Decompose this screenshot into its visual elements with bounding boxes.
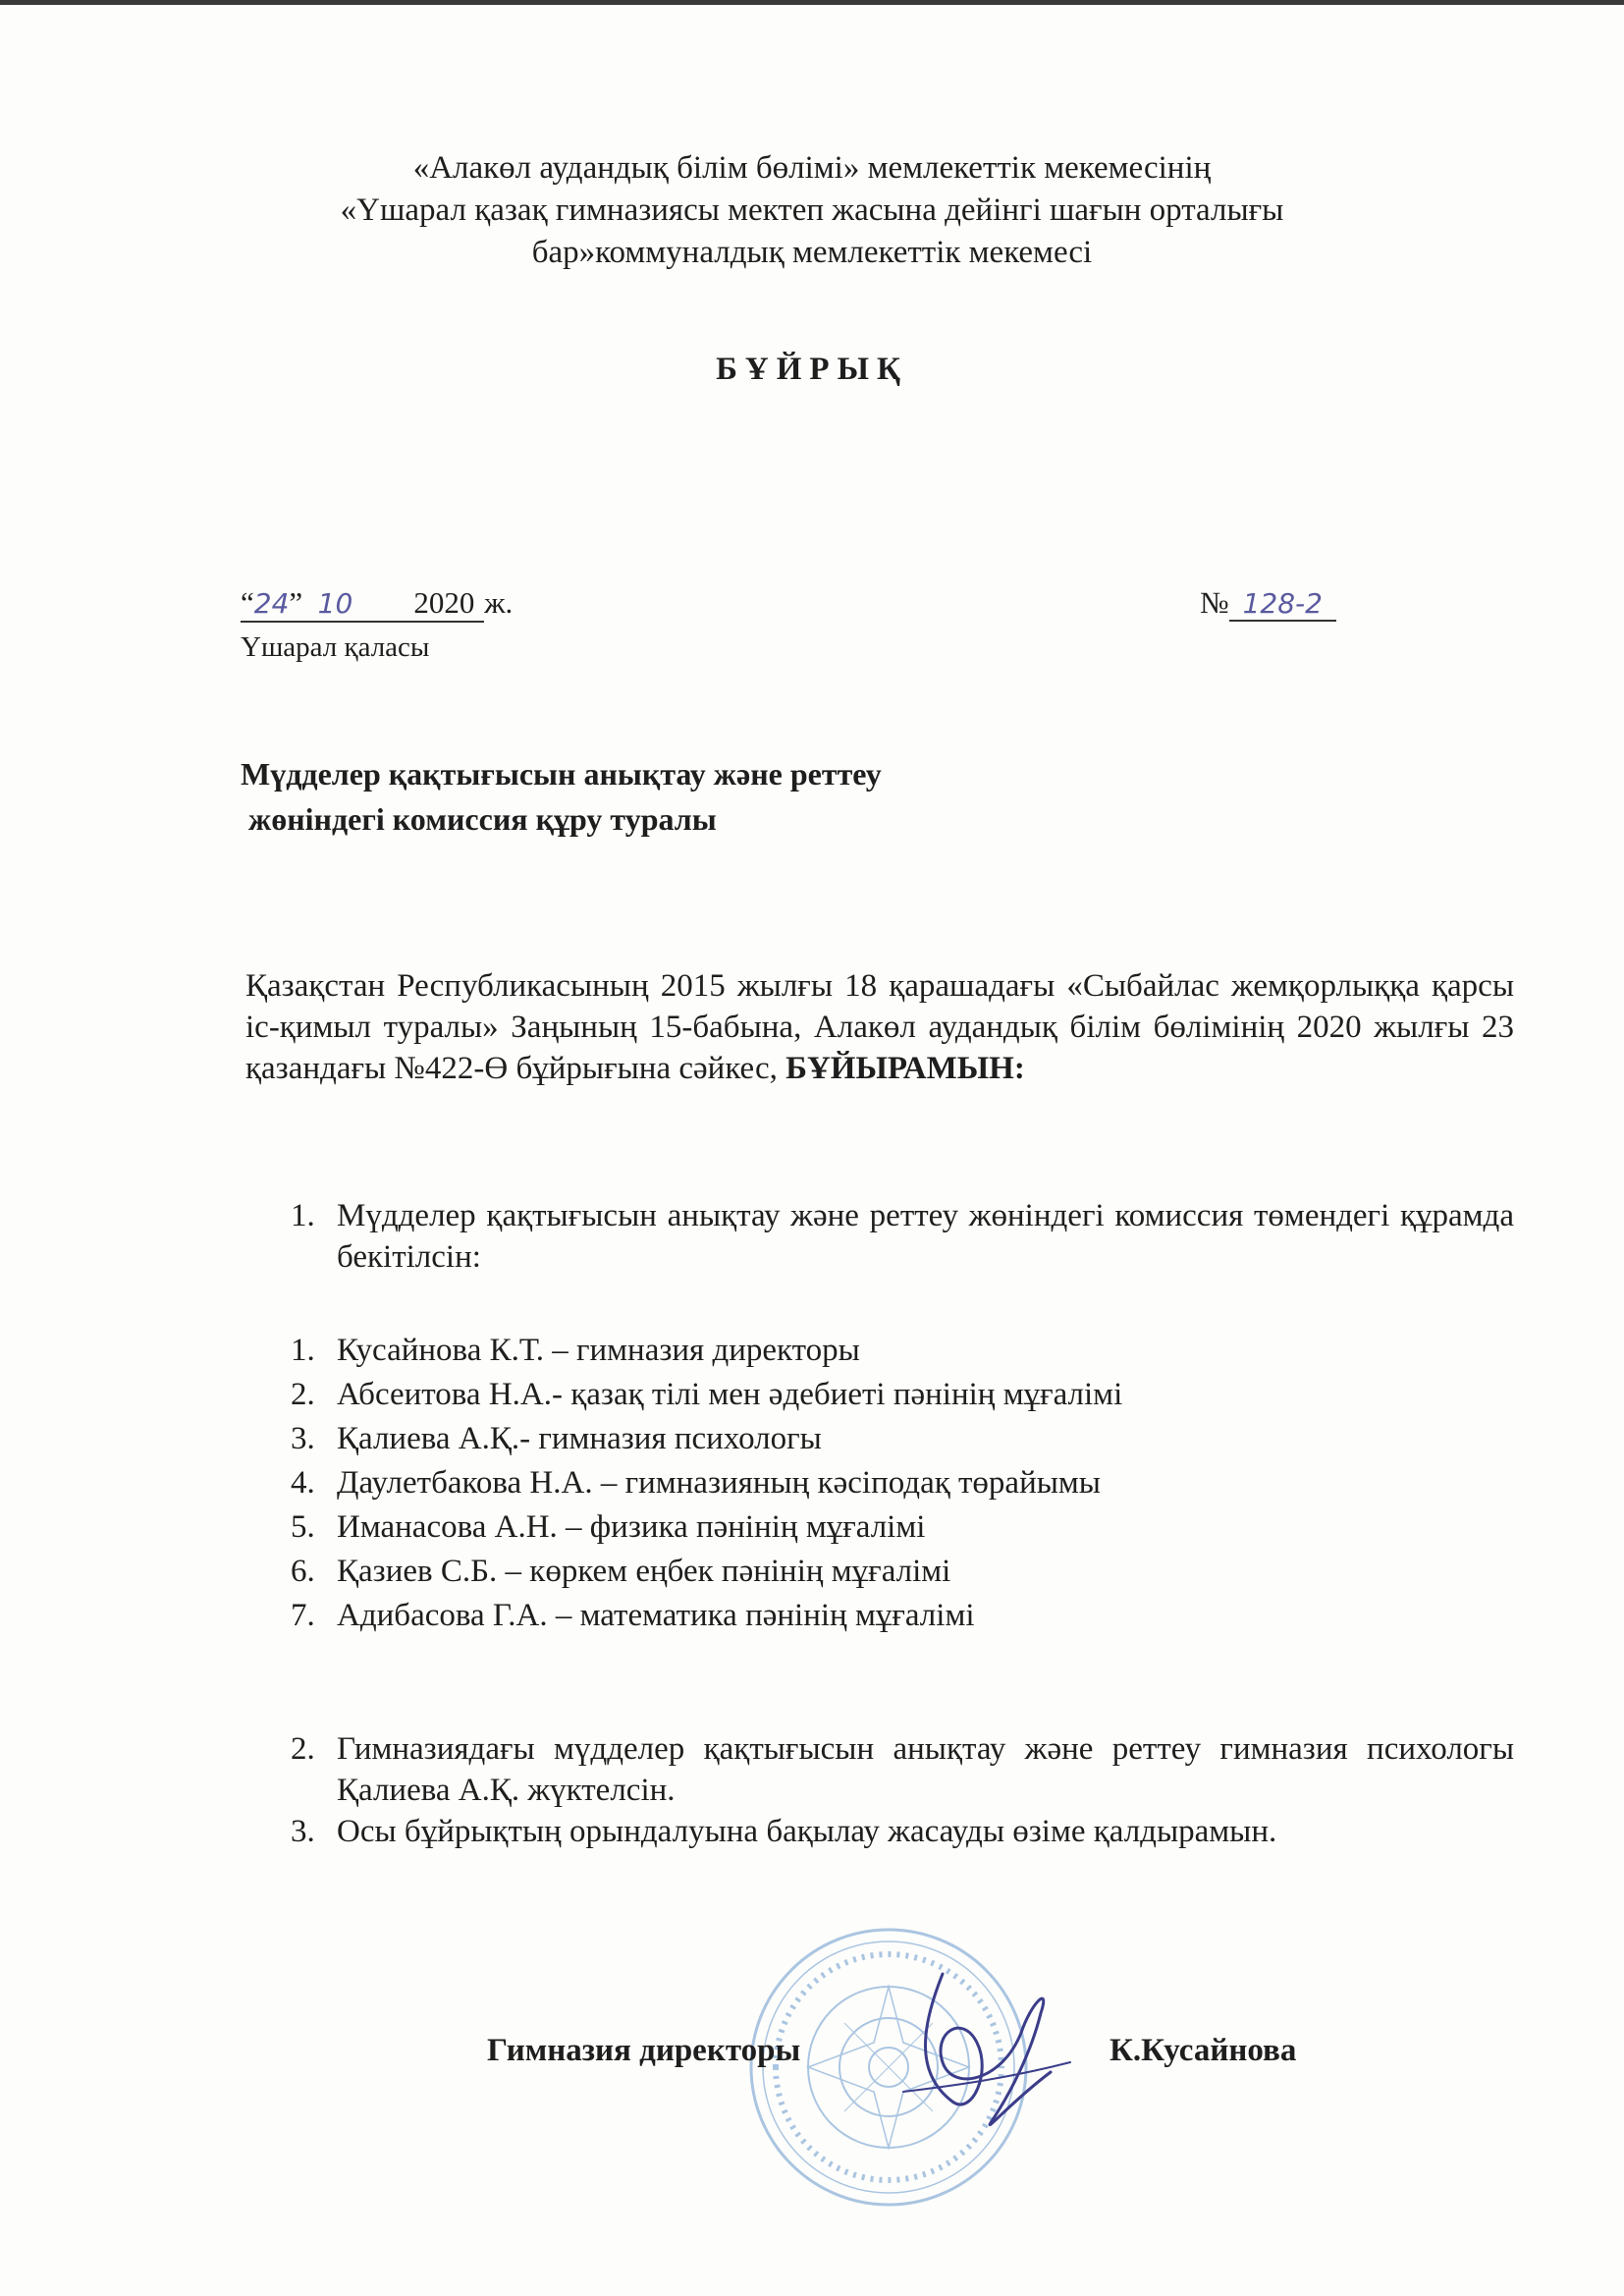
item-text: Гимназиядағы мүдделер қақтығысын анықтау және реттеу гимназия психологы Қалиева А.Қ. жүктелсін. xyxy=(337,1731,1514,1808)
org-header xyxy=(0,147,1624,274)
item-number: 2. xyxy=(291,1731,315,1767)
preamble xyxy=(245,965,1514,1089)
date-underline: “24” 10 2020 xyxy=(241,585,484,623)
member-text: Иманасова А.Н. – физика пәнінің мұғалімі xyxy=(337,1509,926,1545)
order-points-2-3 xyxy=(291,1728,1514,1852)
member-text: Абсеитова Н.А.- қазақ тілі мен әдебиеті пәнінің мұғалімі xyxy=(337,1377,1123,1412)
item-number: 1. xyxy=(291,1198,315,1233)
member-number: 4. xyxy=(291,1465,315,1501)
member-text: Кусайнова К.Т. – гимназия директоры xyxy=(337,1333,860,1368)
list-item xyxy=(291,1811,1514,1852)
member-item xyxy=(291,1505,1514,1550)
item-text: Осы бұйрықтың орындалуына бақылау жасауды өзіме қалдырамын. xyxy=(337,1814,1277,1849)
number-value: 128-2 xyxy=(1229,587,1336,622)
item-text: Мүдделер қақтығысын анықтау және реттеу жөніндегі комиссия төмендегі құрамда бекітілсін: xyxy=(337,1198,1514,1275)
city: Үшарал қаласы xyxy=(241,631,430,663)
date-day: 24 xyxy=(253,587,290,620)
order-date xyxy=(241,585,513,623)
member-item xyxy=(291,1594,1514,1638)
scan-edge xyxy=(0,0,1624,5)
list-item xyxy=(291,1195,1514,1278)
member-number: 3. xyxy=(291,1421,315,1456)
item-number: 3. xyxy=(291,1814,315,1849)
member-item xyxy=(291,1417,1514,1461)
org-header-line-2: «Үшарал қазақ гимназиясы мектеп жасына дейінгі шағын орталығы xyxy=(340,192,1284,228)
date-suffix: ж. xyxy=(484,585,514,620)
member-number: 7. xyxy=(291,1598,315,1633)
list-item xyxy=(291,1728,1514,1811)
member-item xyxy=(291,1373,1514,1417)
order-number xyxy=(1200,585,1336,621)
date-month: 10 xyxy=(317,587,353,620)
preamble-text: Қазақстан Республикасының 2015 жылғы 18 қарашадағы «Сыбайлас жемқорлыққа қарсы іс-қимыл туралы» Заңының 15-бабына, Алакөл аудандық білім бөлімінің 2020 жылғы 23 қазандағы №422-Ө бұйрығына сәйкес, xyxy=(245,968,1514,1086)
signatory-name: К.Кусайнова xyxy=(1110,2033,1297,2068)
member-number: 6. xyxy=(291,1554,315,1589)
order-word: БҰЙЫРАМЫН: xyxy=(785,1051,1025,1086)
member-number: 2. xyxy=(291,1377,315,1412)
member-text: Адибасова Г.А. – математика пәнінің мұғалімі xyxy=(337,1598,975,1633)
subject-line-2: жөніндегі комиссия құру туралы xyxy=(248,801,717,837)
member-number: 5. xyxy=(291,1509,315,1545)
signatory-role: Гимназия директоры xyxy=(487,2033,801,2068)
commission-members xyxy=(291,1329,1514,1638)
order-point-1 xyxy=(291,1195,1514,1278)
member-text: Қалиева А.Қ.- гимназия психологы xyxy=(337,1421,822,1456)
document-title: БҰЙРЫҚ xyxy=(716,352,908,387)
member-item xyxy=(291,1461,1514,1505)
signature-icon xyxy=(884,1954,1080,2141)
order-subject xyxy=(241,751,882,842)
org-header-line-3: бар»коммуналдық мемлекеттік мекемесі xyxy=(531,235,1093,270)
member-item xyxy=(291,1550,1514,1594)
member-item xyxy=(291,1329,1514,1373)
subject-line-1: Мүдделер қақтығысын анықтау және реттеу xyxy=(241,756,882,792)
date-year: 2020 xyxy=(413,585,475,620)
org-header-line-1: «Алакөл аудандық білім бөлімі» мемлекеттік мекемесінің xyxy=(412,150,1212,186)
number-prefix: № xyxy=(1200,585,1229,620)
member-number: 1. xyxy=(291,1333,315,1368)
member-text: Қазиев С.Б. – көркем еңбек пәнінің мұғалімі xyxy=(337,1554,951,1589)
member-text: Даулетбакова Н.А. – гимназияның кәсіподақ төрайымы xyxy=(337,1465,1101,1501)
